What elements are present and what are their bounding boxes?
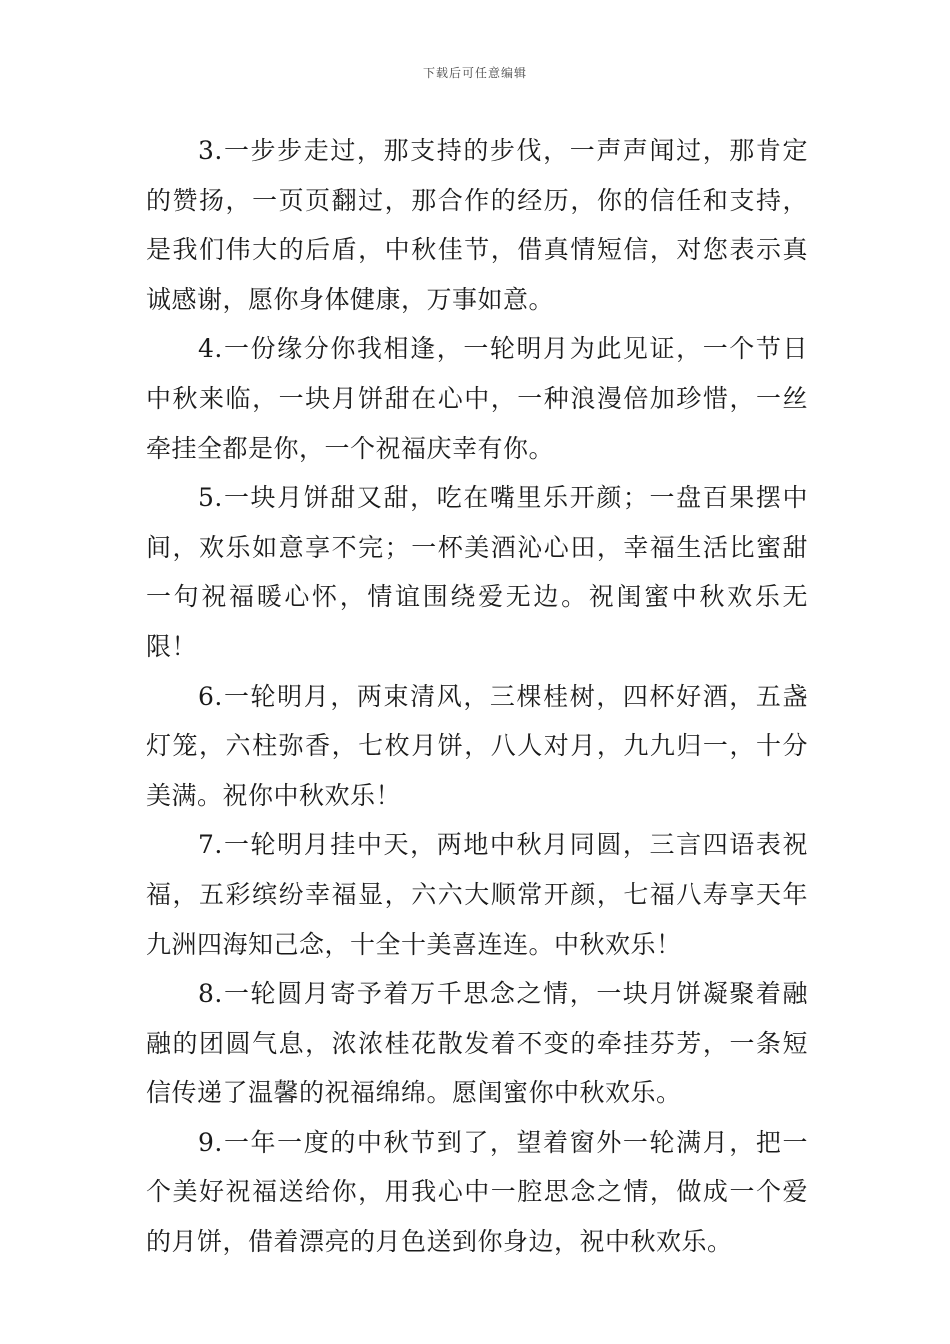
paragraph-3: 3.一步步走过，那支持的步伐，一声声闻过，那肯定的赞扬，一页页翻过，那合作的经历，你的信任和支持，是我们伟大的后盾，中秋佳节，借真情短信，对您表示真诚感谢，愿你身体健康，万事如意。 xyxy=(146,136,808,314)
paragraph-9: 9.一年一度的中秋节到了，望着窗外一轮满月，把一个美好祝福送给你，用我心中一腔思念之情，做成一个爱的月饼，借着漂亮的月色送到你身边，祝中秋欢乐。 xyxy=(146,1127,808,1257)
page-header-note: 下载后可任意编辑 xyxy=(422,66,527,80)
document-body xyxy=(146,126,808,1267)
paragraph-5: 5.一块月饼甜又甜，吃在嘴里乐开颜；一盘百果摆中间，欢乐如意享不完；一杯美酒沁心田，幸福生活比蜜甜一句祝福暖心怀，情谊围绕爱无边。祝闺蜜中秋欢乐无限！ xyxy=(146,483,808,661)
paragraph-4: 4.一份缘分你我相逢，一轮明月为此见证，一个节日中秋来临，一块月饼甜在心中，一种浪漫倍加珍惜，一丝牵挂全都是你，一个祝福庆幸有你。 xyxy=(146,334,808,463)
paragraph-6: 6.一轮明月，两束清风，三棵桂树，四杯好酒，五盏灯笼，六柱弥香，七枚月饼，八人对月，九九归一，十分美满。祝你中秋欢乐！ xyxy=(146,681,808,810)
paragraph-7: 7.一轮明月挂中天，两地中秋月同圆，三言四语表祝福，五彩缤纷幸福显，六六大顺常开颜，七福八寿享天年九洲四海知己念，十全十美喜连连。中秋欢乐！ xyxy=(146,830,808,959)
paragraph-8: 8.一轮圆月寄予着万千思念之情，一块月饼凝聚着融融的团圆气息，浓浓桂花散发着不变的牵挂芬芳，一条短信传递了温馨的祝福绵绵。愿闺蜜你中秋欢乐。 xyxy=(146,979,808,1108)
